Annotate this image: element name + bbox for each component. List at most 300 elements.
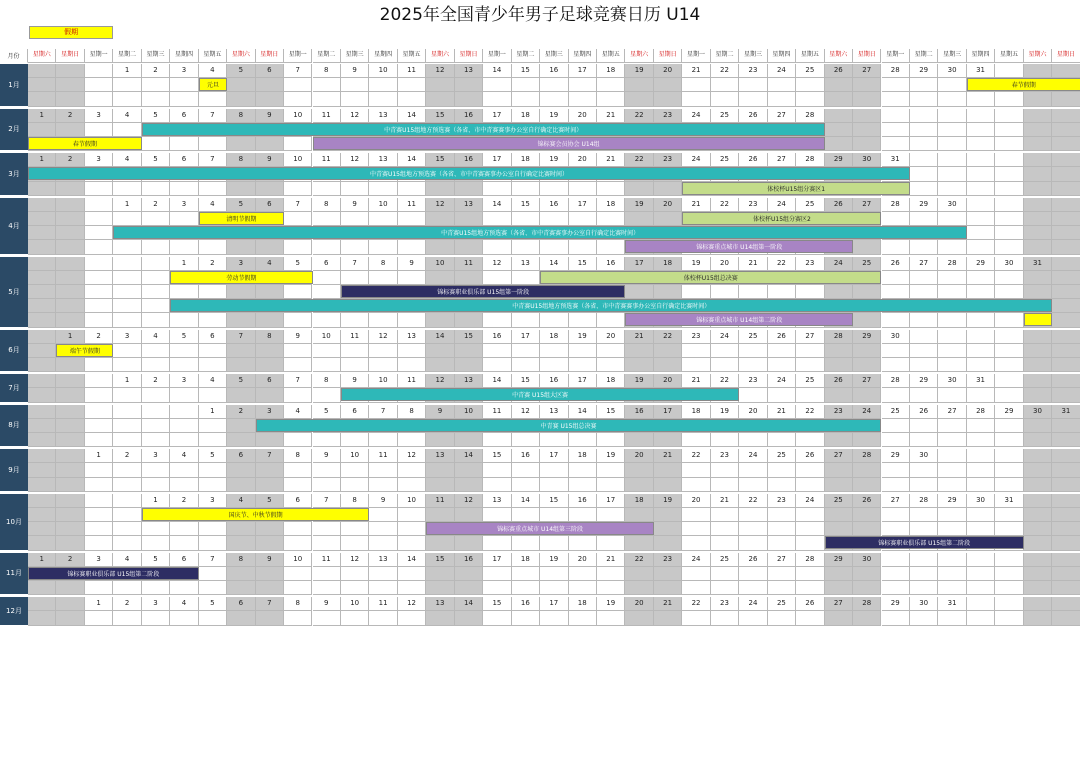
grid-cell <box>85 285 113 299</box>
day-cell <box>1052 330 1080 344</box>
grid-cell <box>199 240 227 254</box>
grid-cell <box>540 611 568 625</box>
grid-cell <box>597 433 625 447</box>
grid-cell <box>455 240 483 254</box>
day-cell <box>910 109 938 123</box>
day-cell: 16 <box>512 449 540 463</box>
grid-cell <box>910 313 938 327</box>
grid-cell <box>369 358 397 372</box>
day-cell: 3 <box>170 64 198 78</box>
grid-cell <box>569 313 597 327</box>
grid-cell <box>483 358 511 372</box>
day-cell: 24 <box>853 405 881 419</box>
day-cell: 20 <box>569 109 597 123</box>
grid-cell <box>455 433 483 447</box>
grid-cell <box>113 611 141 625</box>
grid-cell <box>56 508 84 522</box>
day-cell <box>995 374 1023 388</box>
grid-cell <box>938 567 966 581</box>
day-cell: 3 <box>85 109 113 123</box>
grid-cell <box>910 271 938 285</box>
grid-cell <box>853 611 881 625</box>
grid-cell <box>625 536 653 550</box>
day-cell: 11 <box>369 597 397 611</box>
grid-cell <box>199 581 227 595</box>
grid-cell <box>938 78 966 92</box>
day-cell <box>28 494 56 508</box>
grid-cell <box>654 508 682 522</box>
grid-cell <box>882 581 910 595</box>
grid-cell <box>825 611 853 625</box>
grid-cell <box>284 581 312 595</box>
day-cell: 10 <box>284 109 312 123</box>
grid-cell <box>398 522 426 536</box>
day-cell: 26 <box>882 257 910 271</box>
grid-cell <box>1024 419 1052 433</box>
grid-cell <box>1052 212 1080 226</box>
grid-cell <box>170 92 198 106</box>
grid-cell <box>455 271 483 285</box>
day-cell: 8 <box>227 153 255 167</box>
day-cell: 16 <box>597 257 625 271</box>
day-cell: 28 <box>967 405 995 419</box>
grid-cell <box>512 358 540 372</box>
grid-cell <box>483 92 511 106</box>
grid-cell <box>967 358 995 372</box>
day-cell: 10 <box>369 64 397 78</box>
month-label: 3月 <box>0 153 28 196</box>
grid-cell <box>1052 344 1080 358</box>
day-cell: 9 <box>341 374 369 388</box>
grid-cell <box>256 78 284 92</box>
grid-cell <box>682 478 710 492</box>
grid-cell <box>113 433 141 447</box>
grid-cell <box>910 240 938 254</box>
grid-cell <box>142 581 170 595</box>
day-cell: 5 <box>227 64 255 78</box>
day-cell: 25 <box>711 153 739 167</box>
grid-cell <box>682 358 710 372</box>
grid-cell <box>227 433 255 447</box>
grid-cell <box>796 433 824 447</box>
grid-cell <box>398 212 426 226</box>
grid-cell <box>597 313 625 327</box>
grid-cell <box>56 212 84 226</box>
grid-cell <box>1052 167 1080 181</box>
grid-cell <box>967 182 995 196</box>
grid-cell <box>711 463 739 477</box>
day-cell: 22 <box>796 405 824 419</box>
day-cell: 2 <box>142 64 170 78</box>
day-cell: 2 <box>113 449 141 463</box>
grid-cell <box>398 478 426 492</box>
grid-cell <box>967 271 995 285</box>
grid-cell <box>483 611 511 625</box>
grid-cell <box>739 358 767 372</box>
grid-cell <box>142 182 170 196</box>
grid-cell <box>853 433 881 447</box>
grid-cell <box>967 508 995 522</box>
grid-cell <box>341 92 369 106</box>
day-cell: 29 <box>853 330 881 344</box>
grid-cell <box>739 611 767 625</box>
weekday-header: 星期一 <box>284 49 312 63</box>
day-cell <box>28 374 56 388</box>
weekday-header: 星期二 <box>113 49 141 63</box>
grid-cell <box>369 313 397 327</box>
grid-cell <box>284 182 312 196</box>
grid-cell <box>882 271 910 285</box>
day-cell: 30 <box>853 553 881 567</box>
event-bar: 春节假期 <box>28 137 142 150</box>
grid-cell <box>853 581 881 595</box>
grid-cell <box>512 313 540 327</box>
grid-cell <box>540 313 568 327</box>
day-cell: 4 <box>113 553 141 567</box>
grid-cell <box>170 463 198 477</box>
grid-cell <box>938 611 966 625</box>
day-cell: 9 <box>313 597 341 611</box>
grid-cell <box>56 240 84 254</box>
day-cell <box>995 198 1023 212</box>
day-cell <box>56 405 84 419</box>
day-cell: 24 <box>739 597 767 611</box>
day-cell: 12 <box>512 405 540 419</box>
day-cell: 30 <box>910 597 938 611</box>
grid-cell <box>796 463 824 477</box>
grid-cell <box>227 388 255 402</box>
grid-cell <box>227 567 255 581</box>
day-cell: 20 <box>597 330 625 344</box>
day-cell: 8 <box>284 597 312 611</box>
grid-cell <box>711 344 739 358</box>
grid-cell <box>512 92 540 106</box>
grid-cell <box>1024 167 1052 181</box>
grid-cell <box>1024 240 1052 254</box>
grid-cell <box>85 419 113 433</box>
grid-cell <box>256 92 284 106</box>
grid-cell <box>113 313 141 327</box>
grid-cell <box>825 508 853 522</box>
grid-cell <box>910 137 938 151</box>
grid-cell <box>597 78 625 92</box>
day-cell: 2 <box>170 494 198 508</box>
grid-cell <box>711 285 739 299</box>
day-cell: 19 <box>597 597 625 611</box>
grid-cell <box>739 433 767 447</box>
grid-cell <box>455 478 483 492</box>
day-cell <box>1052 553 1080 567</box>
grid-cell <box>199 463 227 477</box>
grid-cell <box>910 433 938 447</box>
grid-cell <box>625 567 653 581</box>
grid-cell <box>1052 182 1080 196</box>
day-cell: 4 <box>170 449 198 463</box>
grid-cell <box>739 92 767 106</box>
day-cell: 12 <box>426 374 454 388</box>
grid-cell <box>967 212 995 226</box>
grid-cell <box>85 240 113 254</box>
grid-cell <box>1052 92 1080 106</box>
day-cell: 22 <box>625 153 653 167</box>
day-cell: 6 <box>227 597 255 611</box>
day-cell: 14 <box>426 330 454 344</box>
grid-cell <box>426 358 454 372</box>
day-cell: 28 <box>882 374 910 388</box>
day-cell: 30 <box>853 153 881 167</box>
day-cell <box>28 597 56 611</box>
grid-cell <box>369 182 397 196</box>
grid-cell <box>938 137 966 151</box>
day-cell: 23 <box>739 64 767 78</box>
grid-cell <box>113 240 141 254</box>
grid-cell <box>170 137 198 151</box>
day-cell: 15 <box>426 553 454 567</box>
day-cell: 8 <box>313 198 341 212</box>
grid-cell <box>682 92 710 106</box>
grid-cell <box>625 212 653 226</box>
grid-cell <box>768 463 796 477</box>
day-cell <box>113 405 141 419</box>
day-cell: 13 <box>398 330 426 344</box>
grid-cell <box>85 463 113 477</box>
day-cell: 3 <box>85 553 113 567</box>
grid-cell <box>313 285 341 299</box>
grid-cell <box>284 285 312 299</box>
day-cell <box>995 153 1023 167</box>
grid-cell <box>796 478 824 492</box>
day-cell: 6 <box>170 553 198 567</box>
grid-cell <box>398 567 426 581</box>
grid-cell <box>967 611 995 625</box>
day-cell: 31 <box>967 64 995 78</box>
grid-cell <box>369 581 397 595</box>
grid-cell <box>910 581 938 595</box>
grid-cell <box>882 137 910 151</box>
grid-cell <box>768 285 796 299</box>
day-cell: 3 <box>256 405 284 419</box>
grid-cell <box>967 92 995 106</box>
day-cell: 7 <box>369 405 397 419</box>
grid-cell <box>853 508 881 522</box>
grid-cell <box>85 92 113 106</box>
event-bar: 锦标赛会员协会 U14组 <box>313 137 825 150</box>
day-cell <box>967 153 995 167</box>
grid-cell <box>256 240 284 254</box>
day-cell: 26 <box>768 330 796 344</box>
grid-cell <box>654 182 682 196</box>
grid-cell <box>426 240 454 254</box>
grid-cell <box>796 78 824 92</box>
grid-cell <box>256 567 284 581</box>
weekday-header: 星期五 <box>995 49 1023 63</box>
day-cell: 2 <box>56 109 84 123</box>
grid-cell <box>995 271 1023 285</box>
grid-cell <box>142 522 170 536</box>
grid-cell <box>967 581 995 595</box>
day-cell: 20 <box>569 553 597 567</box>
grid-cell <box>853 522 881 536</box>
grid-cell <box>426 182 454 196</box>
grid-cell <box>597 240 625 254</box>
day-cell: 4 <box>199 198 227 212</box>
grid-cell <box>882 463 910 477</box>
grid-cell <box>227 137 255 151</box>
day-cell: 31 <box>1052 405 1080 419</box>
day-cell: 15 <box>569 257 597 271</box>
grid-cell <box>341 611 369 625</box>
grid-cell <box>113 419 141 433</box>
grid-cell <box>1024 433 1052 447</box>
grid-cell <box>682 508 710 522</box>
day-cell: 29 <box>938 494 966 508</box>
day-cell: 7 <box>284 374 312 388</box>
day-cell <box>56 374 84 388</box>
day-cell: 13 <box>426 597 454 611</box>
grid-cell <box>398 313 426 327</box>
grid-cell <box>654 567 682 581</box>
grid-cell <box>1024 536 1052 550</box>
grid-cell <box>967 123 995 137</box>
grid-cell <box>910 567 938 581</box>
day-cell <box>1052 597 1080 611</box>
grid-cell <box>995 611 1023 625</box>
grid-cell <box>768 567 796 581</box>
day-cell: 5 <box>142 153 170 167</box>
grid-cell <box>56 358 84 372</box>
grid-cell <box>455 536 483 550</box>
day-cell <box>85 64 113 78</box>
day-cell: 21 <box>625 330 653 344</box>
day-cell <box>28 198 56 212</box>
day-cell: 10 <box>398 494 426 508</box>
day-cell: 16 <box>455 109 483 123</box>
day-cell: 26 <box>910 405 938 419</box>
day-cell: 28 <box>853 449 881 463</box>
grid-cell <box>1024 508 1052 522</box>
day-cell: 12 <box>483 257 511 271</box>
grid-cell <box>540 240 568 254</box>
day-cell: 6 <box>227 449 255 463</box>
grid-cell <box>569 212 597 226</box>
grid-cell <box>625 358 653 372</box>
grid-cell <box>56 433 84 447</box>
day-cell: 19 <box>654 494 682 508</box>
event-bar: 锦标赛重点城市 U14组第一阶段 <box>625 240 853 253</box>
grid-cell <box>882 419 910 433</box>
grid-cell <box>938 271 966 285</box>
grid-cell <box>768 522 796 536</box>
day-cell: 29 <box>967 257 995 271</box>
day-cell: 21 <box>739 257 767 271</box>
day-cell: 4 <box>199 64 227 78</box>
day-cell: 19 <box>625 374 653 388</box>
day-cell: 17 <box>569 64 597 78</box>
grid-cell <box>341 313 369 327</box>
grid-cell <box>142 611 170 625</box>
grid-cell <box>227 478 255 492</box>
day-cell: 13 <box>369 553 397 567</box>
day-cell: 2 <box>142 198 170 212</box>
grid-cell <box>597 611 625 625</box>
weekday-header: 星期日 <box>853 49 881 63</box>
day-cell: 4 <box>142 330 170 344</box>
day-cell: 9 <box>398 257 426 271</box>
grid-cell <box>938 92 966 106</box>
grid-cell <box>938 123 966 137</box>
grid-cell <box>995 581 1023 595</box>
month-label: 9月 <box>0 449 28 492</box>
grid-cell <box>256 522 284 536</box>
grid-cell <box>796 285 824 299</box>
grid-cell <box>711 581 739 595</box>
grid-cell <box>28 388 56 402</box>
grid-cell <box>170 285 198 299</box>
grid-cell <box>341 433 369 447</box>
day-cell: 2 <box>142 374 170 388</box>
grid-cell <box>995 463 1023 477</box>
grid-cell <box>170 358 198 372</box>
day-cell: 7 <box>341 257 369 271</box>
grid-cell <box>1052 137 1080 151</box>
weekday-header: 星期六 <box>426 49 454 63</box>
day-cell <box>938 330 966 344</box>
day-cell: 14 <box>569 405 597 419</box>
day-cell: 12 <box>426 198 454 212</box>
day-cell: 20 <box>569 153 597 167</box>
grid-cell <box>28 581 56 595</box>
day-cell <box>1024 553 1052 567</box>
day-cell: 14 <box>483 64 511 78</box>
day-cell <box>1052 64 1080 78</box>
grid-cell <box>853 388 881 402</box>
grid-cell <box>369 611 397 625</box>
grid-cell <box>199 478 227 492</box>
day-cell: 18 <box>512 553 540 567</box>
grid-cell <box>768 478 796 492</box>
grid-cell <box>967 167 995 181</box>
grid-cell <box>654 212 682 226</box>
day-cell: 25 <box>768 449 796 463</box>
grid-cell <box>796 344 824 358</box>
grid-cell <box>227 285 255 299</box>
day-cell <box>938 553 966 567</box>
day-cell: 21 <box>682 198 710 212</box>
grid-cell <box>825 463 853 477</box>
grid-cell <box>882 212 910 226</box>
day-cell <box>113 257 141 271</box>
day-cell: 17 <box>540 597 568 611</box>
grid-cell <box>426 344 454 358</box>
day-cell: 3 <box>170 198 198 212</box>
weekday-header: 星期一 <box>483 49 511 63</box>
grid-cell <box>597 478 625 492</box>
grid-cell <box>910 463 938 477</box>
day-cell: 6 <box>199 330 227 344</box>
grid-cell <box>142 212 170 226</box>
day-cell: 29 <box>995 405 1023 419</box>
grid-cell <box>938 167 966 181</box>
event-bar: 体校杯U15组分赛区1 <box>682 182 910 195</box>
grid-cell <box>625 581 653 595</box>
grid-cell <box>113 92 141 106</box>
day-cell: 15 <box>512 198 540 212</box>
grid-cell <box>825 478 853 492</box>
grid-cell <box>654 358 682 372</box>
grid-cell <box>739 463 767 477</box>
grid-cell <box>369 478 397 492</box>
grid-cell <box>284 478 312 492</box>
